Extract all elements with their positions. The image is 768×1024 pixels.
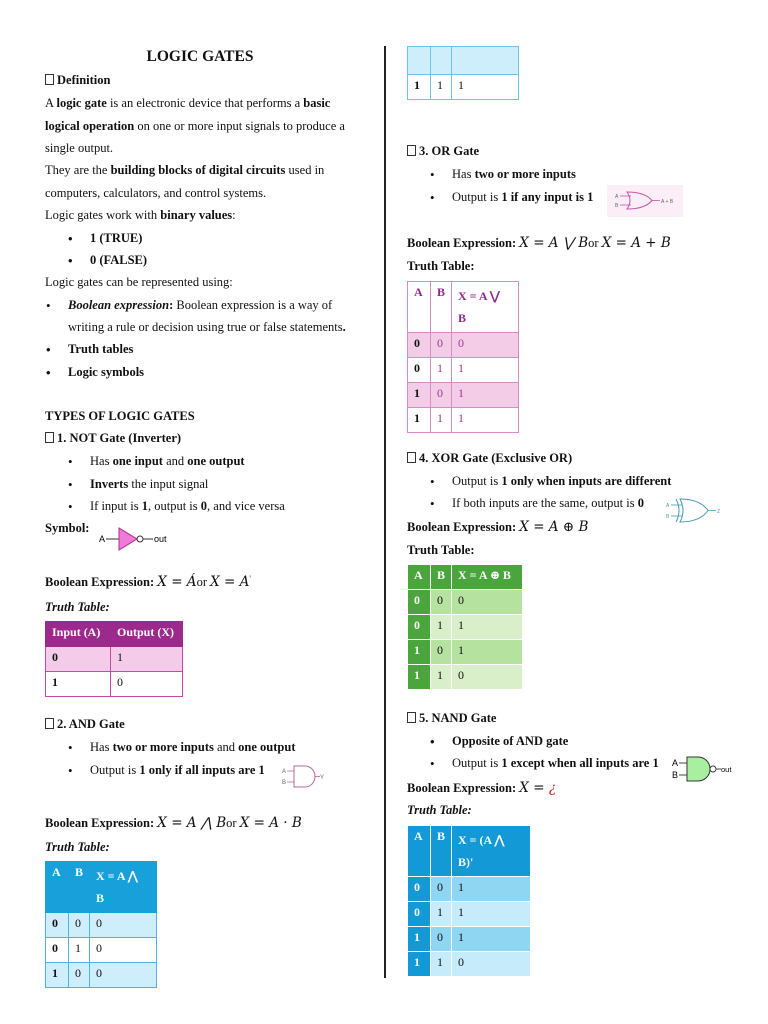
definition-line-6: Logic gates work with binary values: xyxy=(45,208,236,222)
or-gate-symbol-icon xyxy=(607,185,683,217)
nand-bullet-2: • Output is 1 except when all inputs are 1 xyxy=(452,756,659,771)
and-truth-table-label: Truth Table: xyxy=(45,840,110,854)
or-bullet-1: • Has two or more inputs xyxy=(452,167,576,182)
and-truth-table-continued: 1 1 1 xyxy=(407,46,519,100)
svg-text:B: B xyxy=(282,780,287,786)
checkbox-icon xyxy=(45,718,54,729)
or-boolean-expression: Boolean Expression: X = A ⋁ Bor X = A + B xyxy=(407,235,671,251)
rep-logic-symbols: • Logic symbols xyxy=(68,365,144,380)
svg-text:B: B xyxy=(666,514,670,520)
nand-truth-table-label: Truth Table: xyxy=(407,803,472,817)
definition-line-3: single output. xyxy=(45,141,114,155)
or-truth-table-label: Truth Table: xyxy=(407,259,475,273)
svg-text:A: A xyxy=(99,534,106,544)
checkbox-icon xyxy=(45,74,54,85)
page-title: LOGIC GATES xyxy=(146,48,254,65)
not-truth-table-label: Truth Table: xyxy=(45,600,110,614)
definition-line-1: A logic gate is an electronic device that performs a basic xyxy=(45,96,331,110)
representation-intro: Logic gates can be represented using: xyxy=(45,275,233,289)
not-bullet-3: • If input is 1, output is 0, and vice versa xyxy=(90,499,285,514)
checkbox-icon xyxy=(407,712,416,723)
and-truth-table: A B X = A ⋀ B 0 0 0 0 1 0 1 0 0 xyxy=(45,861,157,988)
nand-bullet-1: • Opposite of AND gate xyxy=(452,734,568,749)
definition-line-2: logical operation on one or more input signals to produce a xyxy=(45,119,345,133)
checkbox-icon xyxy=(407,145,416,156)
xor-bullet-1: • Output is 1 only when inputs are different xyxy=(452,474,671,489)
not-gate-symbol-icon xyxy=(97,524,177,552)
or-gate-heading: 3. OR Gate xyxy=(407,144,479,159)
svg-text:out: out xyxy=(154,534,167,544)
checkbox-icon xyxy=(407,452,416,463)
nand-gate-heading: 5. NAND Gate xyxy=(407,711,496,726)
and-bullet-2: • Output is 1 only if all inputs are 1 xyxy=(90,763,265,778)
svg-text:A: A xyxy=(282,769,287,775)
rep-boolean-expression: • Boolean expression: Boolean expression is a way of xyxy=(68,298,332,313)
not-bullet-2: • Inverts the input signal xyxy=(90,477,208,492)
or-truth-table: A B X = A ⋁ B 0 0 0 0 1 1 1 0 1 1 1 1 xyxy=(407,281,519,433)
and-gate-symbol-icon xyxy=(282,762,327,790)
rep-truth-tables: • Truth tables xyxy=(68,342,133,357)
not-truth-table: Input (A) Output (X) 0 1 1 0 xyxy=(45,621,183,697)
xor-truth-table-label: Truth Table: xyxy=(407,543,475,557)
and-gate-heading: 2. AND Gate xyxy=(45,717,125,732)
not-symbol-label: Symbol: xyxy=(45,521,90,535)
binary-value-true: • 1 (TRUE) xyxy=(90,231,142,246)
svg-text:A: A xyxy=(666,503,670,509)
not-boolean-expression: Boolean Expression: X = Áor X = A' xyxy=(45,574,251,591)
checkbox-icon xyxy=(45,432,54,443)
definition-line-5: computers, calculators, and control systems. xyxy=(45,186,267,200)
not-bullet-1: • Has one input and one output xyxy=(90,454,245,469)
nand-boolean-expression: Boolean Expression: X = ¿ xyxy=(407,780,557,796)
svg-text:A: A xyxy=(615,194,619,200)
xor-boolean-expression: Boolean Expression: X = A ⊕ B xyxy=(407,519,589,535)
types-heading: TYPES OF LOGIC GATES xyxy=(45,409,195,423)
xor-bullet-2: • If both inputs are the same, output is 0 xyxy=(452,496,644,511)
svg-text:B: B xyxy=(672,770,679,780)
binary-value-false: • 0 (FALSE) xyxy=(90,253,147,268)
xor-gate-symbol-icon xyxy=(662,493,724,527)
not-gate-heading: 1. NOT Gate (Inverter) xyxy=(45,431,181,446)
and-boolean-expression: Boolean Expression: X = A ⋀ Bor X = A · B xyxy=(45,815,302,831)
column-divider xyxy=(384,46,386,978)
nand-gate-symbol-icon xyxy=(671,754,741,784)
svg-text:out: out xyxy=(721,765,732,774)
svg-text:A: A xyxy=(672,758,679,768)
svg-text:B: B xyxy=(615,203,619,209)
or-bullet-2: • Output is 1 if any input is 1 xyxy=(452,190,593,205)
svg-text:Z: Z xyxy=(717,509,721,515)
definition-line-4: They are the building blocks of digital circuits used in xyxy=(45,163,325,177)
nand-truth-table: A B X = (A ⋀ B)' 0 0 1 0 1 1 1 0 1 1 1 0 xyxy=(407,825,531,977)
xor-gate-heading: 4. XOR Gate (Exclusive OR) xyxy=(407,451,572,466)
definition-heading: Definition xyxy=(45,73,110,88)
svg-text:Y: Y xyxy=(320,775,325,781)
svg-text:A + B: A + B xyxy=(661,199,674,205)
xor-truth-table: A B X = A ⊕ B 0 0 0 0 1 1 1 0 1 1 1 0 xyxy=(407,564,523,690)
rep-boolean-expression-line2: writing a rule or decision using true or false statements. xyxy=(68,320,346,334)
and-bullet-1: • Has two or more inputs and one output xyxy=(90,740,295,755)
